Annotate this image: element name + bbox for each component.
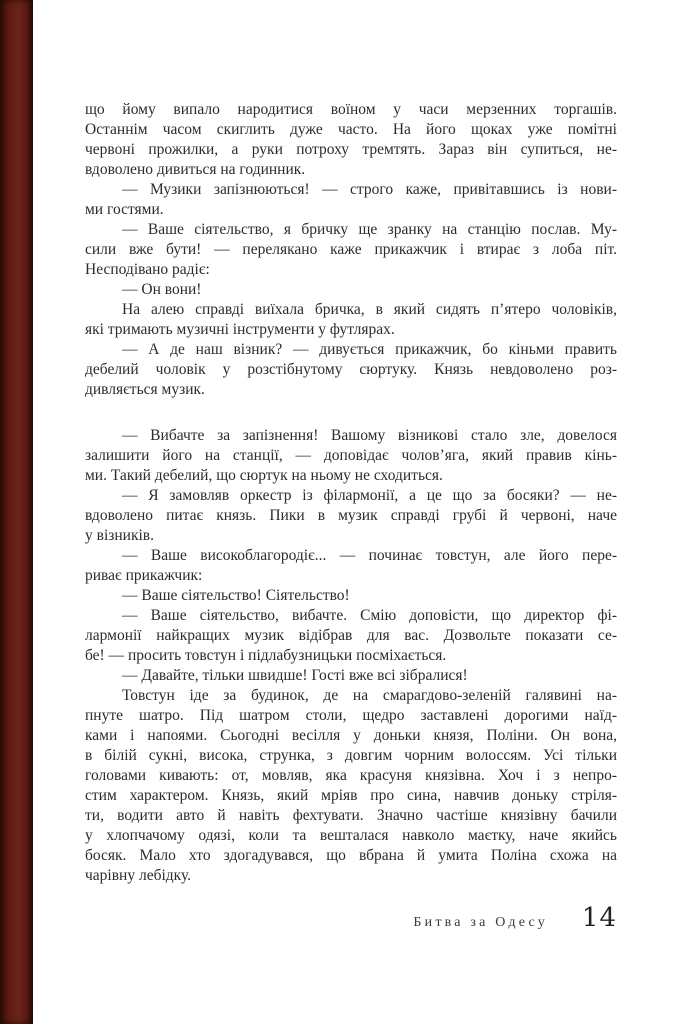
text-line: На алею справді виїхала бричка, в який сидять п’ятеро чоловіків, [122,301,617,318]
page-number: 14 [581,903,617,933]
text-line: — Вибачте за запізнення! Вашому візникові стало зле, довелося [122,427,617,444]
text-line: — Ваше сіятельство, вибачте. Смію доповісти, що директор фі- [122,607,617,624]
paragraph [85,586,617,606]
paragraph [85,280,617,300]
text-line: залишити його на станції, — доповідає чолов’яга, який правив кінь- [85,447,617,464]
text-line: риває прикажчик: [85,567,203,584]
text-line: — Ваше сіятельство, я бричку ще зранку на станцію послав. Му- [122,221,617,238]
text-line: вдоволено дивиться на годинник. [85,161,306,178]
text-line: дебелий чоловік у розстібнутому сюртуку. Князь невдоволено роз- [85,361,617,378]
text-line: — А де наш візник? — дивується прикажчик, бо кіньми править [122,341,617,358]
text-line: Несподівано радіє: [85,261,210,278]
text-line: — Он вони! [122,281,202,298]
paragraph [85,486,617,546]
paragraph [85,340,617,400]
text-line: вдоволено питає князь. Пики в музик справді грубі й червоні, наче [85,507,617,524]
paragraph [85,220,617,280]
text-line: — Музики запізнюються! — строго каже, привітавшись із нови- [122,181,617,198]
text-line: Останнім часом скиглить дуже часто. На його щоках уже помітні [85,121,617,138]
book-edge-strip [0,0,33,1024]
text-line: ми. Такий дебелий, що сюртук на ньому не сходиться. [85,467,443,484]
paragraph [85,666,617,686]
book-page[interactable] [33,0,682,1024]
paragraph [85,180,617,220]
paragraph [85,426,617,486]
text-line: — Ваше сіятельство! Сіятельство! [122,587,350,604]
text-line: в білій сукні, висока, струнка, з довгим чорним волоссям. Усі тільки [85,747,617,764]
text-line: ти, водити авто й навіть фехтувати. Значно частіше князівну бачили [85,807,617,824]
text-line: у хлопчачому одязі, коли та вешталася навколо маєтку, наче якийсь [85,827,617,844]
text-line: у візників. [85,527,154,544]
text-line: дивляється музик. [85,381,205,398]
running-title: Битва за Одесу [413,915,548,930]
page-footer [85,903,617,933]
text-line: босяк. Мало хто здогадувався, що вбрана й умита Поліна схожа на [85,847,617,864]
text-line: — Я замовляв оркестр із філармонії, а це що за босяки? — не- [122,487,617,504]
text-line: сили вже бути! — перелякано каже прикажчик і втирає з лоба піт. [85,241,617,258]
paragraph [85,686,617,886]
text-line: — Ваше високоблагородіє... — починає товстун, але його пере- [122,547,617,564]
text-line: чарівну лебідку. [85,867,192,884]
text-line: Товстун іде за будинок, де на смарагдово-зеленій галявині на- [122,687,617,704]
text-line: бе! — просить товстун і підлабузницьки посміхається. [85,647,447,664]
text-line: головами кивають: от, мовляв, яка красуня князівна. Хоч і з непро- [85,767,617,784]
paragraph [85,300,617,340]
text-line: пнуте шатро. Під шатром столи, щедро заставлені дорогими наїд- [85,707,617,724]
text-line: лармонії найкращих музик відібрав для вас. Дозвольте показати се- [85,627,617,644]
text-line: червоні прожилки, а руки потроху тремтять. Зараз він супиться, не- [85,141,617,158]
paragraph [85,606,617,666]
text-line: ками і напоями. Сьогодні весілля у доньки князя, Поліни. Он вона, [85,727,617,744]
paragraph [85,100,617,180]
text-line: які тримають музичні інструменти у футлярах. [85,321,395,338]
page-text [85,100,617,886]
text-line: — Давайте, тільки швидше! Гості вже всі зібралися! [122,667,468,684]
paragraph [85,546,617,586]
text-line: що йому випало народитися воїном у часи мерзенних торгашів. [85,101,617,118]
text-line: ми гостями. [85,201,164,218]
text-line: стим характером. Князь, який мріяв про сина, навчив доньку стріля- [85,787,617,804]
